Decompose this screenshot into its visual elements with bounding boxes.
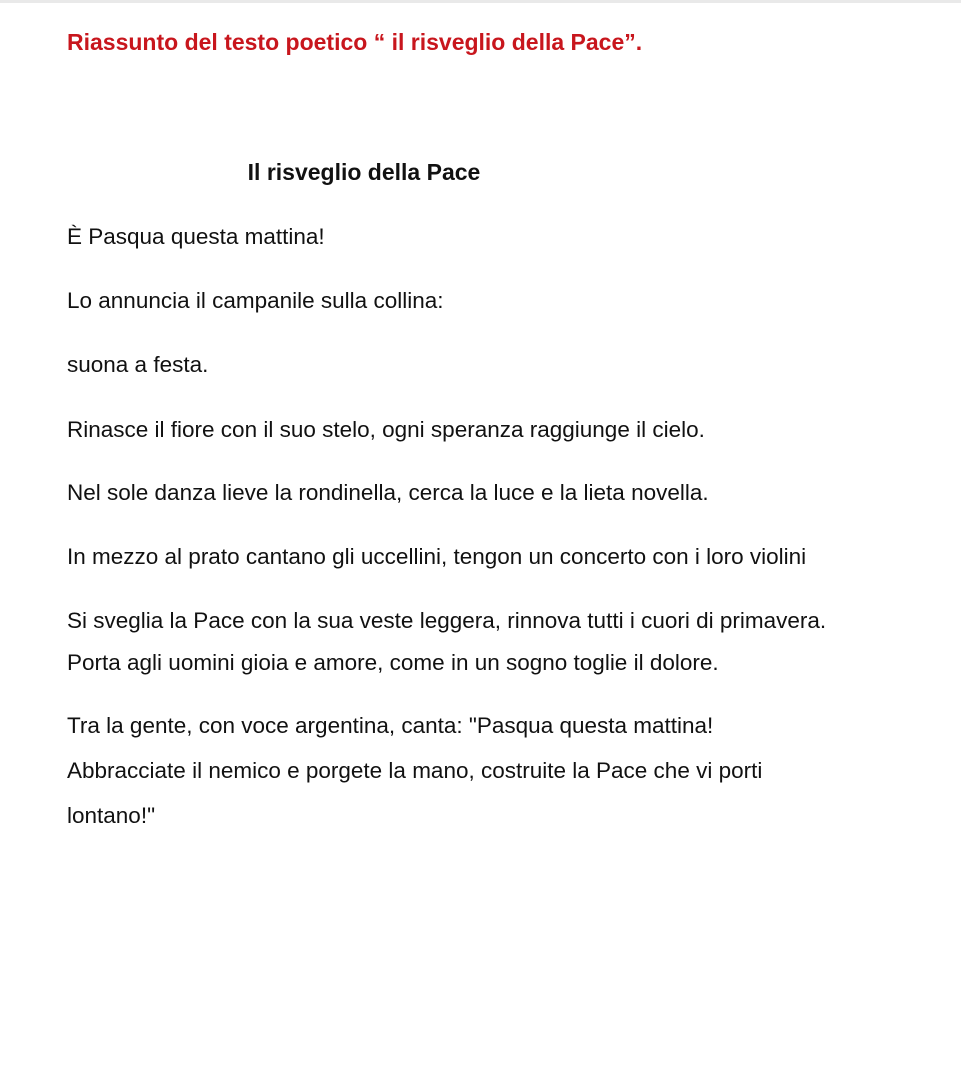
- poem-title: Il risveglio della Pace: [247, 159, 481, 185]
- poem-line: suona a festa.: [67, 352, 209, 377]
- poem-line: Rinasce il fiore con il suo stelo, ogni speranza raggiunge il cielo.: [67, 417, 705, 442]
- poem-line: lontano!": [67, 803, 156, 828]
- poem-line: Porta agli uomini gioia e amore, come in un sogno toglie il dolore.: [67, 650, 719, 675]
- poem-line: Abbracciate il nemico e porgete la mano, costruite la Pace che vi porti: [67, 758, 763, 783]
- poem-line: È Pasqua questa mattina!: [67, 224, 325, 249]
- top-divider: [0, 0, 961, 3]
- poem-line: In mezzo al prato cantano gli uccellini, tengon un concerto con i loro violini: [67, 544, 807, 569]
- poem-line: Tra la gente, con voce argentina, canta: "Pasqua questa mattina!: [67, 713, 714, 738]
- poem-line: Lo annuncia il campanile sulla collina:: [67, 288, 444, 313]
- document-heading: Riassunto del testo poetico “ il risveglio della Pace”.: [67, 29, 643, 55]
- poem-line: Nel sole danza lieve la rondinella, cerca la luce e la lieta novella.: [67, 480, 709, 505]
- poem-line: Si sveglia la Pace con la sua veste leggera, rinnova tutti i cuori di primavera.: [67, 608, 827, 633]
